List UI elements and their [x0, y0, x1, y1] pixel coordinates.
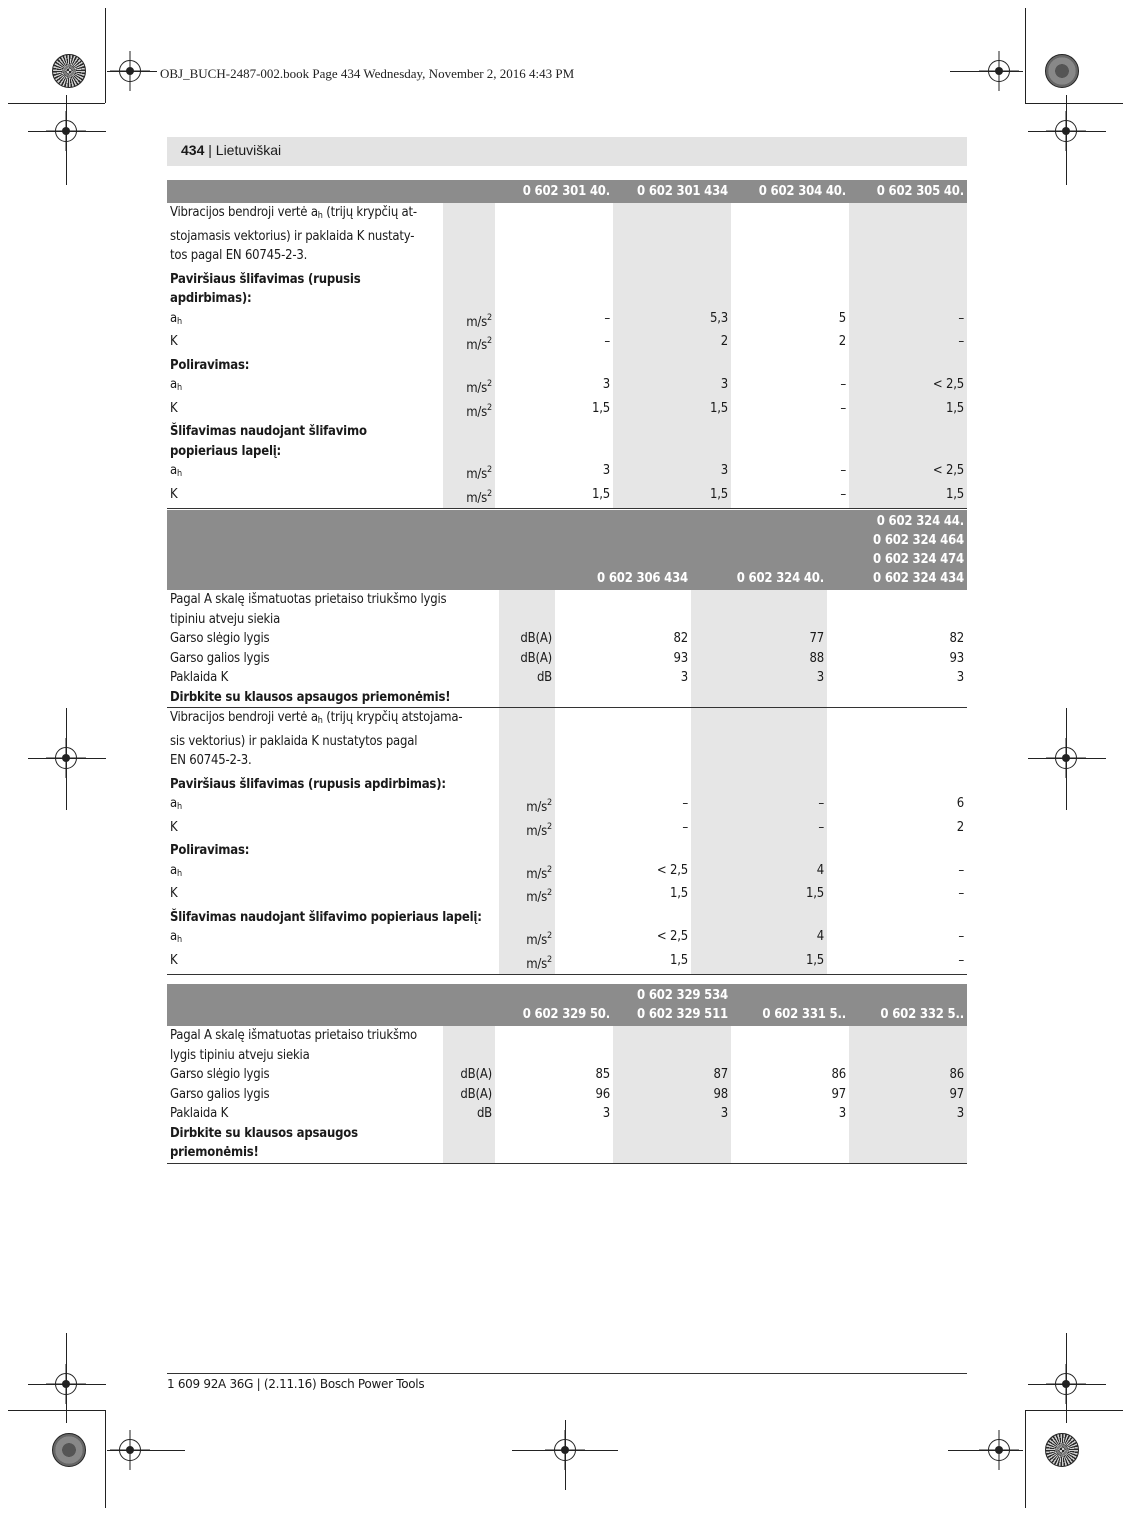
registration-mark-icon [554, 1439, 576, 1461]
value-cell: 3 [838, 1106, 846, 1121]
table-row [167, 629, 967, 649]
value-cell: 82 [673, 631, 688, 646]
color-wheel-icon [1045, 1433, 1079, 1467]
value-cell: 1,5 [495, 485, 613, 509]
value-cell: 97 [831, 1086, 846, 1102]
value-cell: 3 [602, 463, 610, 478]
color-wheel-icon [1045, 54, 1079, 88]
value-cell: 85 [595, 1067, 610, 1082]
vibration-intro: Vibracijos bendroji vertė $a_h$ (trijų krypčių atstojama- sis vektorius) ir paklaida K nustatytos pagal EN 60745-2-3. [170, 710, 463, 768]
unit-cell: $m/s^2$ [499, 927, 555, 951]
row-label: Garso slėgio lygis [170, 631, 270, 646]
registration-mark-icon [55, 1373, 77, 1395]
registration-mark-icon [1055, 1373, 1077, 1395]
section-title: Šlifavimas naudojant šlifavimo popieriaus lapelį: [170, 424, 367, 459]
registration-mark-icon [988, 1439, 1010, 1461]
value-cell: 88 [691, 649, 827, 669]
hearing-protection-warning: Dirbkite su klausos apsaugos priemonėmis! [167, 1124, 443, 1164]
unit-cell: $m/s^2$ [443, 309, 495, 333]
row-label: K [170, 819, 178, 835]
unit-cell: $m/s^2$ [443, 399, 495, 423]
table-row [167, 399, 967, 423]
row-label: Paklaida K [170, 1106, 229, 1121]
table-row [167, 951, 967, 975]
column-header: 0 602 305 40. [849, 180, 967, 203]
unit-cell: $m/s^2$ [499, 818, 555, 842]
table-row [167, 794, 967, 818]
value-cell: – [840, 463, 846, 478]
row-label: K [167, 485, 443, 509]
column-header: 0 602 332 5.. [849, 984, 967, 1026]
noise-intro: Pagal A skalę išmatuotas prietaiso triukšmo lygis tipiniu atveju siekia [170, 592, 447, 627]
column-header: 0 602 331 5.. [731, 984, 849, 1026]
value-cell: 1,5 [691, 884, 827, 908]
value-cell: 4 [691, 861, 827, 885]
registration-mark-icon [55, 120, 77, 142]
unit-cell: dB [443, 1104, 495, 1124]
unit-cell: $m/s^2$ [499, 951, 555, 975]
value-cell: 3 [849, 1104, 967, 1124]
column-header: 0 602 324 44. 0 602 324 464 0 602 324 474 0 602 324 434 [827, 510, 967, 590]
value-cell: 86 [831, 1067, 846, 1082]
section-title: Poliravimas: [170, 357, 250, 373]
table-row [167, 485, 967, 509]
column-header: 0 602 306 434 [555, 510, 691, 590]
page-header: 434 | Lietuviškai [167, 137, 967, 166]
row-label: K [170, 334, 178, 349]
value-cell: – [958, 929, 964, 944]
value-cell: – [827, 951, 967, 975]
value-cell: 6 [956, 796, 964, 811]
unit-cell: dB(A) [443, 1085, 495, 1105]
value-cell: 3 [613, 1104, 731, 1124]
value-cell: 87 [613, 1065, 731, 1085]
row-label: $a_h$ [170, 377, 182, 393]
row-label: $a_h$ [170, 463, 182, 479]
color-wheel-icon [52, 54, 86, 88]
value-cell: – [849, 309, 967, 333]
section-title: Paviršiaus šlifavimas (rupusis apdirbimas): [170, 271, 361, 306]
registration-mark-icon [1055, 747, 1077, 769]
table-row [167, 309, 967, 333]
value-cell: 3 [602, 377, 610, 392]
table-row [167, 861, 967, 885]
footer-divider [167, 1373, 967, 1374]
value-cell: 1,5 [849, 485, 967, 509]
value-cell: 93 [949, 650, 964, 666]
table-row [167, 375, 967, 399]
value-cell: 3 [602, 1106, 610, 1121]
noise-intro: Pagal A skalę išmatuotas prietaiso triukšmo lygis tipiniu atveju siekia [170, 1028, 417, 1063]
unit-cell: dB(A) [499, 629, 555, 649]
value-cell: 86 [849, 1065, 967, 1085]
spec-table-3 [167, 984, 967, 1164]
page-footer: 1 609 92A 36G | (2.11.16) Bosch Power Tools [167, 1377, 425, 1391]
row-label: $a_h$ [170, 929, 182, 945]
color-wheel-icon [52, 1433, 86, 1467]
value-cell: 2 [838, 334, 846, 349]
value-cell: – [731, 485, 849, 509]
row-label: Paklaida K [170, 670, 229, 685]
value-cell: – [849, 332, 967, 356]
value-cell: 1,5 [849, 399, 967, 423]
registration-mark-icon [1055, 120, 1077, 142]
value-cell: 1,5 [670, 886, 688, 901]
value-cell: 3 [680, 670, 688, 685]
value-cell: 1,5 [555, 951, 691, 975]
value-cell: 2 [956, 819, 964, 835]
unit-cell: $m/s^2$ [499, 884, 555, 908]
row-label: $a_h$ [170, 862, 182, 879]
value-cell: 4 [691, 927, 827, 951]
value-cell: 1,5 [613, 485, 731, 509]
table-row [167, 461, 967, 485]
table-row [167, 649, 967, 669]
value-cell: 77 [691, 629, 827, 649]
value-cell: 3 [613, 461, 731, 485]
column-header: 0 602 329 50. [495, 984, 613, 1026]
row-label: K [170, 400, 178, 416]
row-label: Garso slėgio lygis [170, 1067, 270, 1082]
unit-cell: dB(A) [443, 1065, 495, 1085]
value-cell: 1,5 [691, 951, 827, 975]
value-cell: 93 [673, 650, 688, 666]
table-row [167, 927, 967, 951]
column-header: 0 602 324 40. [691, 510, 827, 590]
value-cell: 3 [691, 668, 827, 688]
value-cell: – [958, 886, 964, 901]
column-header: 0 602 301 434 [613, 180, 731, 203]
value-cell: < 2,5 [849, 461, 967, 485]
table-row [167, 332, 967, 356]
spec-table-1 [167, 180, 967, 509]
section-title: Šlifavimas naudojant šlifavimo popieriaus lapelį: [170, 909, 482, 925]
column-header: 0 602 329 534 0 602 329 511 [613, 984, 731, 1026]
value-cell: 5,3 [613, 309, 731, 333]
row-label: $a_h$ [170, 796, 182, 812]
section-title: Poliravimas: [170, 843, 250, 858]
value-cell: 3 [956, 670, 964, 685]
spec-table-2 [167, 510, 967, 975]
registration-mark-icon [55, 747, 77, 769]
column-header: 0 602 301 40. [495, 180, 613, 203]
value-cell: 1,5 [613, 399, 731, 423]
value-cell: < 2,5 [656, 862, 688, 878]
value-cell: 97 [849, 1085, 967, 1105]
section-title: Paviršiaus šlifavimas (rupusis apdirbimas): [170, 776, 446, 792]
print-header: OBJ_BUCH-2487-002.book Page 434 Wednesday, November 2, 2016 4:43 PM [160, 66, 575, 81]
registration-mark-icon [988, 60, 1010, 82]
value-cell: – [691, 794, 827, 818]
hearing-protection-warning: Dirbkite su klausos apsaugos priemonėmis! [167, 688, 499, 708]
value-cell: – [840, 377, 846, 392]
value-cell: < 2,5 [849, 375, 967, 399]
value-cell: – [604, 310, 610, 326]
table-row [167, 1104, 967, 1124]
table-row [167, 884, 967, 908]
unit-cell: $m/s^2$ [443, 485, 495, 509]
row-label: Garso galios lygis [170, 650, 270, 666]
value-cell: – [682, 796, 688, 811]
unit-cell: $m/s^2$ [443, 332, 495, 356]
value-cell: – [682, 819, 688, 835]
table-row [167, 668, 967, 688]
value-cell: – [691, 818, 827, 842]
value-cell: < 2,5 [656, 929, 688, 944]
unit-cell: $m/s^2$ [499, 861, 555, 885]
table-row [167, 818, 967, 842]
registration-mark-icon [119, 60, 141, 82]
value-cell: 82 [949, 631, 964, 646]
unit-cell: $m/s^2$ [499, 794, 555, 818]
value-cell: – [958, 862, 964, 878]
table-row [167, 1065, 967, 1085]
vibration-intro: Vibracijos bendroji vertė $a_h$ (trijų krypčių at- stojamasis vektorius) ir paklaida K nustaty- tos pagal EN 60745-2-3. [170, 205, 417, 263]
value-cell: 2 [613, 332, 731, 356]
row-label: $a_h$ [170, 310, 182, 327]
unit-cell: $m/s^2$ [443, 375, 495, 399]
value-cell: 3 [613, 375, 731, 399]
page-language: Lietuviškai [215, 142, 282, 158]
value-cell: – [604, 334, 610, 349]
value-cell: 98 [613, 1085, 731, 1105]
row-label: K [170, 886, 178, 901]
registration-mark-icon [119, 1439, 141, 1461]
table-row [167, 1085, 967, 1105]
unit-cell: $m/s^2$ [443, 461, 495, 485]
row-label: K [167, 951, 499, 975]
value-cell: 1,5 [592, 400, 610, 416]
unit-cell: dB(A) [499, 649, 555, 669]
column-header: 0 602 304 40. [731, 180, 849, 203]
value-cell: – [840, 400, 846, 416]
value-cell: 96 [595, 1086, 610, 1102]
page-number: 434 [181, 142, 205, 158]
row-label: Garso galios lygis [170, 1086, 270, 1102]
unit-cell: dB [499, 668, 555, 688]
value-cell: 5 [838, 310, 846, 326]
